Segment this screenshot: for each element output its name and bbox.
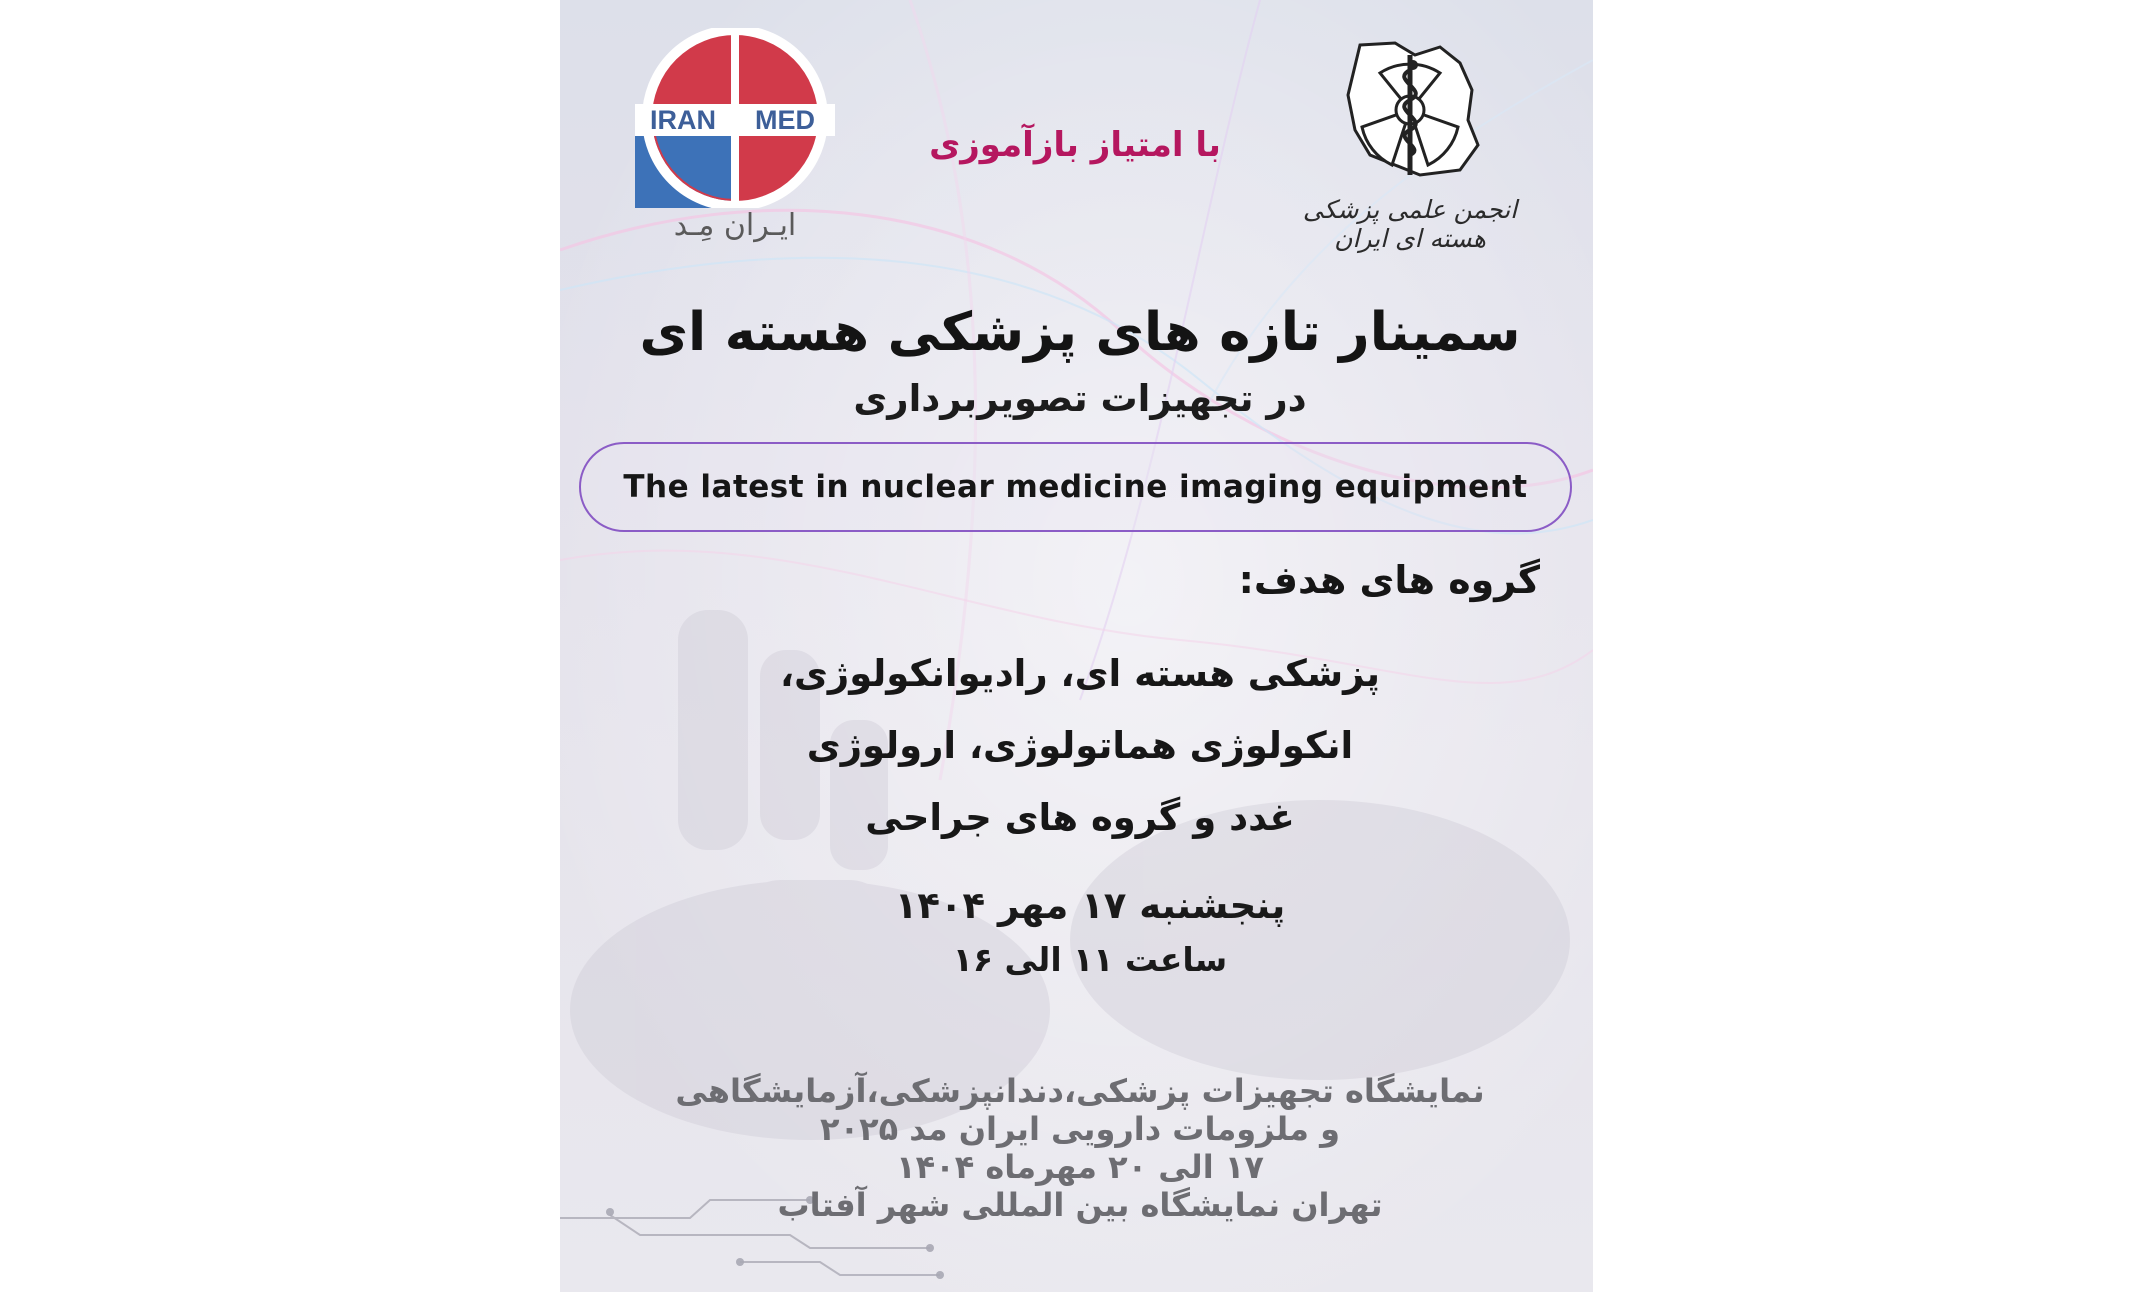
footer-line: و ملزومات دارویی ایران مد ۲۰۲۵ [820,1110,1340,1148]
footer-line: نمایشگاه تجهیزات پزشکی،دندانپزشکی،آزمایشگاهی [675,1072,1485,1110]
english-title-pill [579,442,1572,532]
cme-badge: با امتیاز بازآموزی [929,125,1221,165]
english-title: The latest in nuclear medicine imaging equipment [623,469,1528,505]
footer-line: ۱۷ الی ۲۰ مهرماه ۱۴۰۴ [896,1148,1264,1186]
event-date: پنجشنبه ۱۷ مهر ۱۴۰۴ [894,884,1286,927]
society-logo-caption: انجمن علمی پزشکی هسته ای ایران [1302,195,1518,253]
poster [560,0,1593,1292]
target-group-line: انکولوژی هماتولوژی، ارولوژی [806,724,1354,767]
seminar-title: سمینار تازه های پزشکی هسته ای [639,302,1521,363]
iranmed-logo-icon [635,28,835,208]
target-group-line: پزشکی هسته ای، رادیوانکولوژی، [779,652,1381,695]
target-group-line: غدد و گروه های جراحی [865,796,1295,839]
nuclear-medicine-society-logo-icon [1300,35,1520,195]
target-groups-heading: گروه های هدف: [1238,558,1540,602]
iranmed-wordmark-right: MED [755,105,815,135]
iranmed-wordmark-left: IRAN [650,105,716,135]
event-time: ساعت ۱۱ الی ۱۶ [952,940,1228,979]
footer-line: تهران نمایشگاه بین المللی شهر آفتاب [777,1186,1383,1224]
seminar-subtitle: در تجهیزات تصویربرداری [853,377,1307,420]
nuclear-medicine-society-logo [1300,35,1520,255]
iranmed-logo [635,28,835,258]
iranmed-caption: ایـران مِـد [673,208,797,243]
